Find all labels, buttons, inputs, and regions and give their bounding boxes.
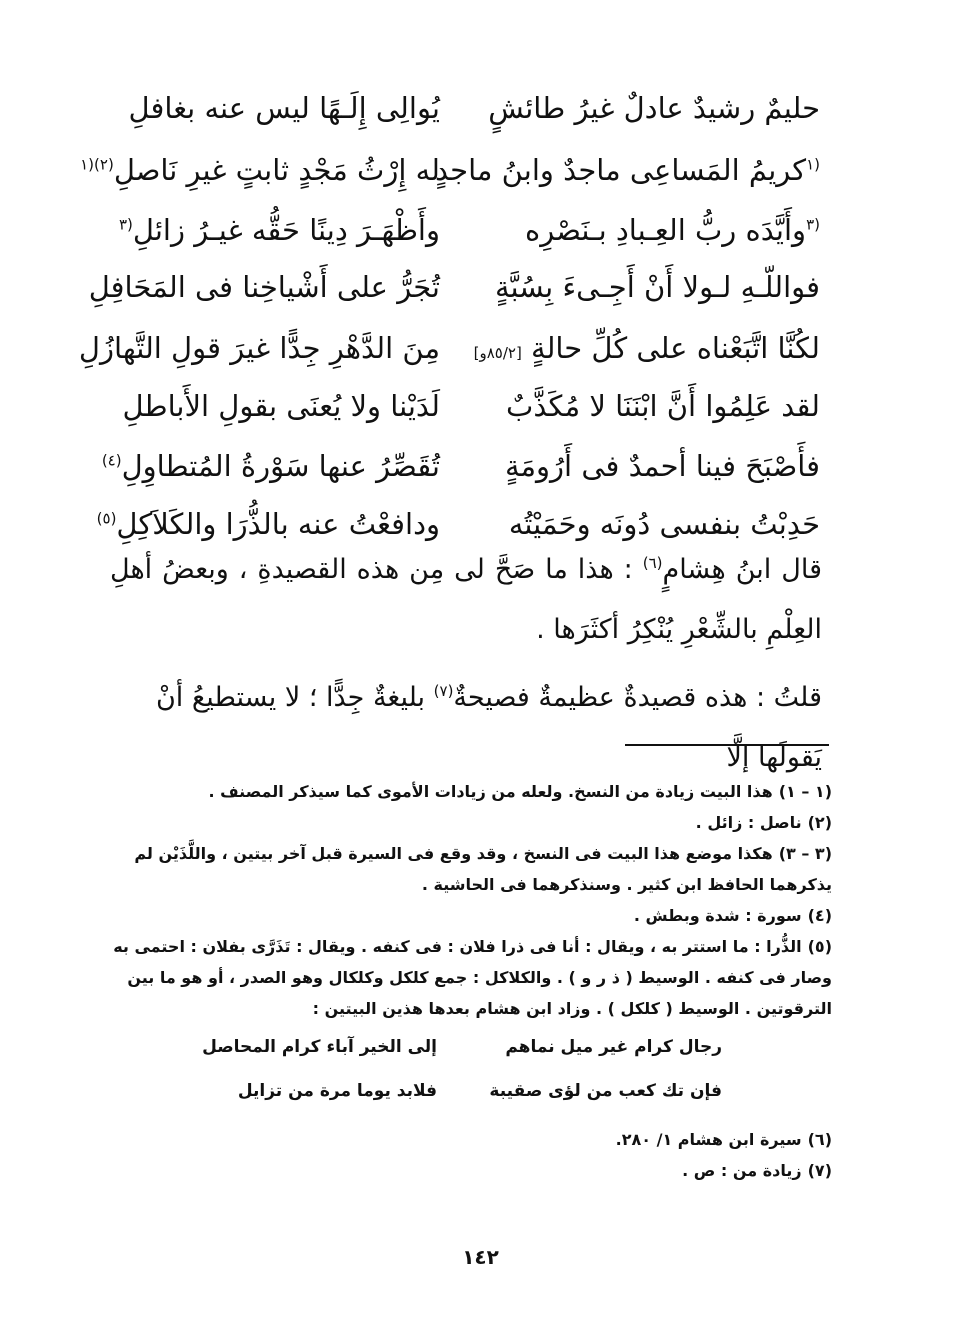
verse-left-hemistich: ودافعْتُ عنه بالذُّرَا والكَلاَكِلِ$^{(٥)}$ <box>96 507 440 541</box>
verse-1 <box>100 86 820 130</box>
verse-right-hemistich: فواللّـهِ لـولا أَنْ أَجِـىءَ بِسُبَّةٍ <box>495 270 820 304</box>
verse-right-hemistich: $^{(٣}$وأَيَّدَه ربُّ العِـبادِ بـنَصْرِه <box>525 213 820 247</box>
footnote: (٦)سيرة ابن هشام ١/ ٢٨٠. <box>615 1130 832 1149</box>
footnote-poem <box>110 1024 832 1124</box>
verse-left-hemistich: يُوالِى إِلَـهًا ليس عنه بغافلِ <box>128 91 440 125</box>
verse-right-hemistich: حَدِبْتُ بنفسى دُونَه وحَمَيْتُه <box>508 507 820 541</box>
footnote-poem-line-1-left: إلى الخير آباء كرام المحاصل <box>202 1037 437 1057</box>
footnote: (٢)ناصل : زائل . <box>695 813 832 832</box>
footnote: (١ – ١)هذا البيت زيادة من النسخ. ولعله من زيادات الأموى كما سيذكر المصنف . <box>208 782 832 801</box>
footnote-separator <box>625 744 829 746</box>
paragraph-author: قلتُ : هذه قصيدةٌ عظيمةٌ فصيحةٌ$^{(٧)}$ بليغةٌ جِدًّا ؛ لا يستطيعُ أنْ يَقولَها إلَّا <box>155 682 822 773</box>
verse-left-hemistich: مِنَ الدَّهْرِ جِدًّا غيرَ قولِ التَّهازُلِ <box>78 331 440 365</box>
footnote: (٥)الذُّرا : ما استتر به ، ويقال : أنا فى ذرا فلان : فى كنفه . ويقال : تَذَرَّى بفلان : احتمى به وصار فى كنفه . الوسيط ( ذ ر و ) . والكلاكل : جمع كلكل وكلكال وهو الصدر ، أو هو ما بين الترقوتين . الوسيط ( كلكل ) . وزاد ابن هشام بعدها هذين البيتين : <box>113 937 832 1018</box>
footnote-poem-line-2-left: فلابد يوما مرة من تزايل <box>237 1081 437 1101</box>
verse-4 <box>88 265 820 309</box>
verse-left-hemistich: لَدَيْنا ولا يُعنَى بقولِ الأَباطلِ <box>122 389 440 423</box>
verse-left-hemistich: تُقَصِّرُ عنها سَوْرةُ المُتطاوِلِ$^{(٤)}$ <box>101 449 440 483</box>
verse-left-hemistich: وأَظْهَـرَ دِينًا حَقُّه غيـرُ زائلِ$^{(٣}$ <box>118 213 440 247</box>
paragraph-ibn-hisham: قال ابنُ هِشامٍ$^{(٦)}$ : هذا ما صَحَّ لى مِن هذه القصيدةِ ، وبعضُ أهلِ العِلْمِ بالشِّعْرِ يُنْكِرُ أكثَرَها . <box>110 554 822 645</box>
verse-2 <box>80 148 820 192</box>
page-number: ١٤٢ <box>462 1245 499 1269</box>
verse-right-hemistich: حليمٌ رشيدٌ عادلٌ غيرُ طائشٍ <box>488 91 820 125</box>
footnote: (٤)سورة : شدة وبطش . <box>633 906 832 925</box>
footnote-poem-line-1-right: رجال كرام غير ميل نماهم <box>505 1037 722 1057</box>
verse-7 <box>100 444 820 488</box>
verse-5 <box>78 326 820 370</box>
verse-right-hemistich: لكُنَّا اتَّبَعْناه على كُلِّ حالةٍ [٨٥/٢و] <box>473 331 820 365</box>
verse-left-hemistich: تُجَرُّ على أَشْياخِنا فى المَحَافِلِ <box>88 270 440 304</box>
footnote-poem-line-2-right: فإن تك كعب من لؤى صقيبة <box>489 1081 722 1101</box>
footnote: (٣ – ٣)هكذا موضع هذا البيت فى النسخ ، وقد وقع فى السيرة قبل آخر بيتين ، واللَّذَيْن لم يذكرهما الحافظ ابن كثير . وسنذكرهما فى الحاشية . <box>134 844 832 894</box>
verse-right-hemistich: فأَصْبَحَ فينا أحمدٌ فى أَرُومَةٍ <box>504 449 820 483</box>
verse-6 <box>100 384 820 428</box>
verse-3 <box>100 208 820 252</box>
verse-right-hemistich: لقد عَلِمُوا أَنَّ ابْنَنَا لا مُكَذَّبٌ <box>506 389 820 423</box>
manuscript-folio-marker: [٨٥/٢و] <box>473 344 522 362</box>
verse-right-hemistich: $^{(١}$كريمُ المَساعِى ماجدٌ وابنُ ماجدٍ <box>434 153 820 187</box>
verse-left-hemistich: له إِرْثُ مَجْدٍ ثابتٍ غيرِ نَاصلِ$^{(٢)(١}$ <box>80 153 440 187</box>
footnotes <box>110 776 832 1186</box>
footnote: (٧)زيادة من : ص . <box>682 1161 832 1180</box>
